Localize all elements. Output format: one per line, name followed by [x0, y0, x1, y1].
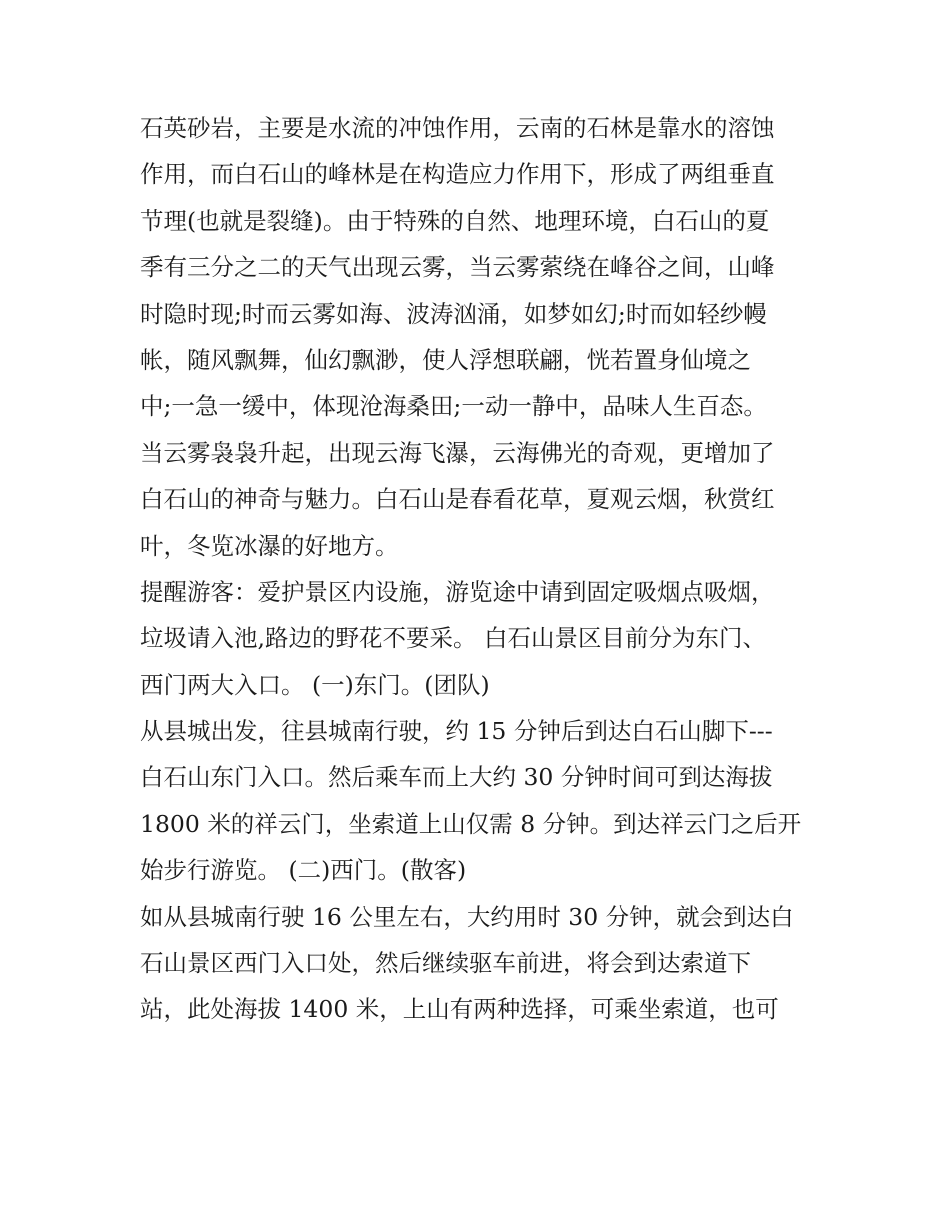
text-line: 叶，冬览冰瀑的好地方。	[140, 531, 399, 560]
text-line: 白石山东门入口。然后乘车而上大约 30 分钟时间可到达海拔	[140, 763, 773, 792]
text-line: 帐，随风飘舞，仙幻飘渺，使人浮想联翩，恍若置身仙境之	[140, 345, 751, 374]
text-line: 石英砂岩，主要是水流的冲蚀作用，云南的石林是靠水的溶蚀	[140, 114, 775, 142]
text-line: 时隐时现;时而云雾如海、波涛汹涌，如梦如幻;时而如轻纱幔	[140, 299, 767, 328]
text-line: 节理(也就是裂缝)。由于特殊的自然、地理环境，白石山的夏	[140, 206, 770, 235]
text-line: 始步行游览。 (二)西门。(散客)	[140, 856, 467, 885]
text-line: 中;一急一缓中，体现沧海桑田;一动一静中，品味人生百态。	[140, 392, 767, 421]
text-line: 站，此处海拔 1400 米，上山有两种选择，可乘坐索道，也可	[140, 995, 779, 1024]
text-line: 1800 米的祥云门，坐索道上山仅需 8 分钟。到达祥云门之后开	[140, 809, 802, 838]
text-line: 季有三分之二的天气出现云雾，当云雾萦绕在峰谷之间，山峰	[140, 253, 775, 282]
text-line: 白石山的神奇与魅力。白石山是春看花草，夏观云烟，秋赏红	[140, 485, 775, 514]
text-line: 作用，而白石山的峰林是在构造应力作用下，形成了两组垂直	[140, 160, 775, 189]
text-line: 提醒游客：爱护景区内设施，游览途中请到固定吸烟点吸烟，	[140, 577, 775, 606]
text-line: 如从县城南行驶 16 公里左右，大约用时 30 分钟，就会到达白	[140, 902, 794, 931]
body-text	[140, 105, 830, 1033]
text-line: 垃圾请入池,路边的野花不要采。 白石山景区目前分为东门、	[140, 624, 766, 653]
text-line: 当云雾袅袅升起，出现云海飞瀑，云海佛光的奇观，更增加了	[140, 438, 775, 467]
text-line: 从县城出发，往县城南行驶，约 15 分钟后到达白石山脚下---	[140, 717, 773, 746]
text-line: 西门两大入口。 (一)东门。(团队)	[140, 670, 490, 699]
text-line: 石山景区西门入口处，然后继续驱车前进，将会到达索道下	[140, 949, 751, 978]
